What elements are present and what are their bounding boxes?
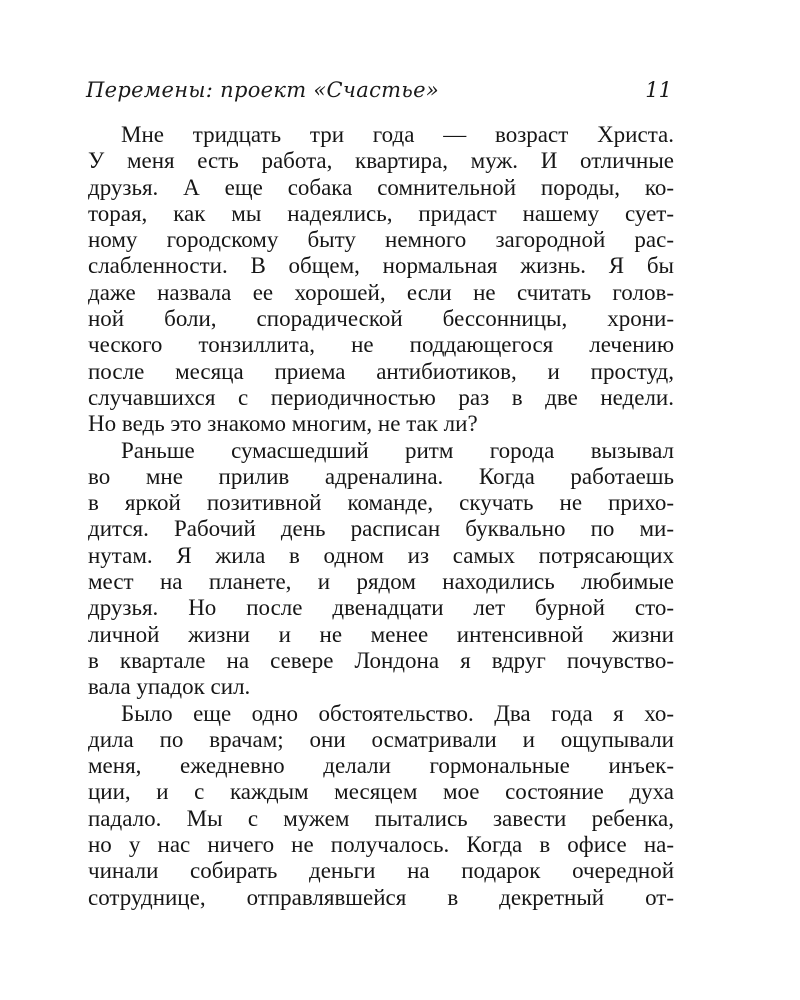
text-line: ной боли, спорадической бессонницы, хрони- <box>88 306 674 332</box>
text-line: ции, и с каждым месяцем мое состояние духа <box>88 779 674 805</box>
text-line: дила по врачам; они осматривали и ощупывали <box>88 726 674 752</box>
text-line: в яркой позитивной команде, скучать не прихо- <box>88 490 674 516</box>
text-line: падало. Мы с мужем пытались завести ребенка, <box>88 805 674 831</box>
body-text <box>88 122 674 911</box>
text-line: вала упадок сил. <box>88 674 251 700</box>
text-line: в квартале на севере Лондона я вдруг почувство- <box>88 647 674 673</box>
text-line: даже назвала ее хорошей, если не считать голов- <box>88 279 674 305</box>
text-line: нутам. Я жила в одном из самых потрясающих <box>88 542 674 568</box>
paragraph-2 <box>88 438 674 701</box>
paragraph-3 <box>88 701 674 911</box>
text-line: сотруднице, отправлявшейся в декретный от- <box>88 884 674 910</box>
text-line: во мне прилив адреналина. Когда работаешь <box>88 463 674 489</box>
text-line: Но ведь это знакомо многим, не так ли? <box>88 411 478 437</box>
text-line: после месяца приема антибиотиков, и простуд, <box>88 358 674 384</box>
chapter-title: Перемены: проект «Счастье» <box>86 78 439 102</box>
text-line: дится. Рабочий день расписан буквально по ми- <box>88 516 674 542</box>
text-line: ческого тонзиллита, не поддающегося лечению <box>88 332 674 358</box>
text-line: случавшихся с периодичностью раз в две недели. <box>88 384 674 410</box>
text-line: мест на планете, и рядом находились любимые <box>88 569 674 595</box>
text-line: друзья. Но после двенадцати лет бурной сто- <box>88 595 674 621</box>
text-line: меня, ежедневно делали гормональные инъек- <box>88 753 674 779</box>
text-line: чинали собирать деньги на подарок очередной <box>88 858 674 884</box>
running-head <box>86 78 672 110</box>
text-line: Было еще одно обстоятельство. Два года я хо- <box>121 700 674 726</box>
text-line: слабленности. В общем, нормальная жизнь. Я бы <box>88 253 674 279</box>
text-line: но у нас ничего не получалось. Когда в офисе на- <box>88 832 674 858</box>
text-line: Раньше сумасшедший ритм города вызывал <box>121 437 674 463</box>
text-line: торая, как мы надеялись, придаст нашему сует- <box>88 200 674 226</box>
text-line: друзья. А еще собака сомнительной породы, ко- <box>88 174 674 200</box>
text-line: ному городскому быту немного загородной рас- <box>88 227 674 253</box>
text-line: личной жизни и не менее интенсивной жизни <box>88 621 674 647</box>
paragraph-1 <box>88 122 674 438</box>
page-number: 11 <box>645 78 672 102</box>
text-line: У меня есть работа, квартира, муж. И отличные <box>88 148 674 174</box>
text-line: Мне тридцать три года — возраст Христа. <box>121 122 674 147</box>
